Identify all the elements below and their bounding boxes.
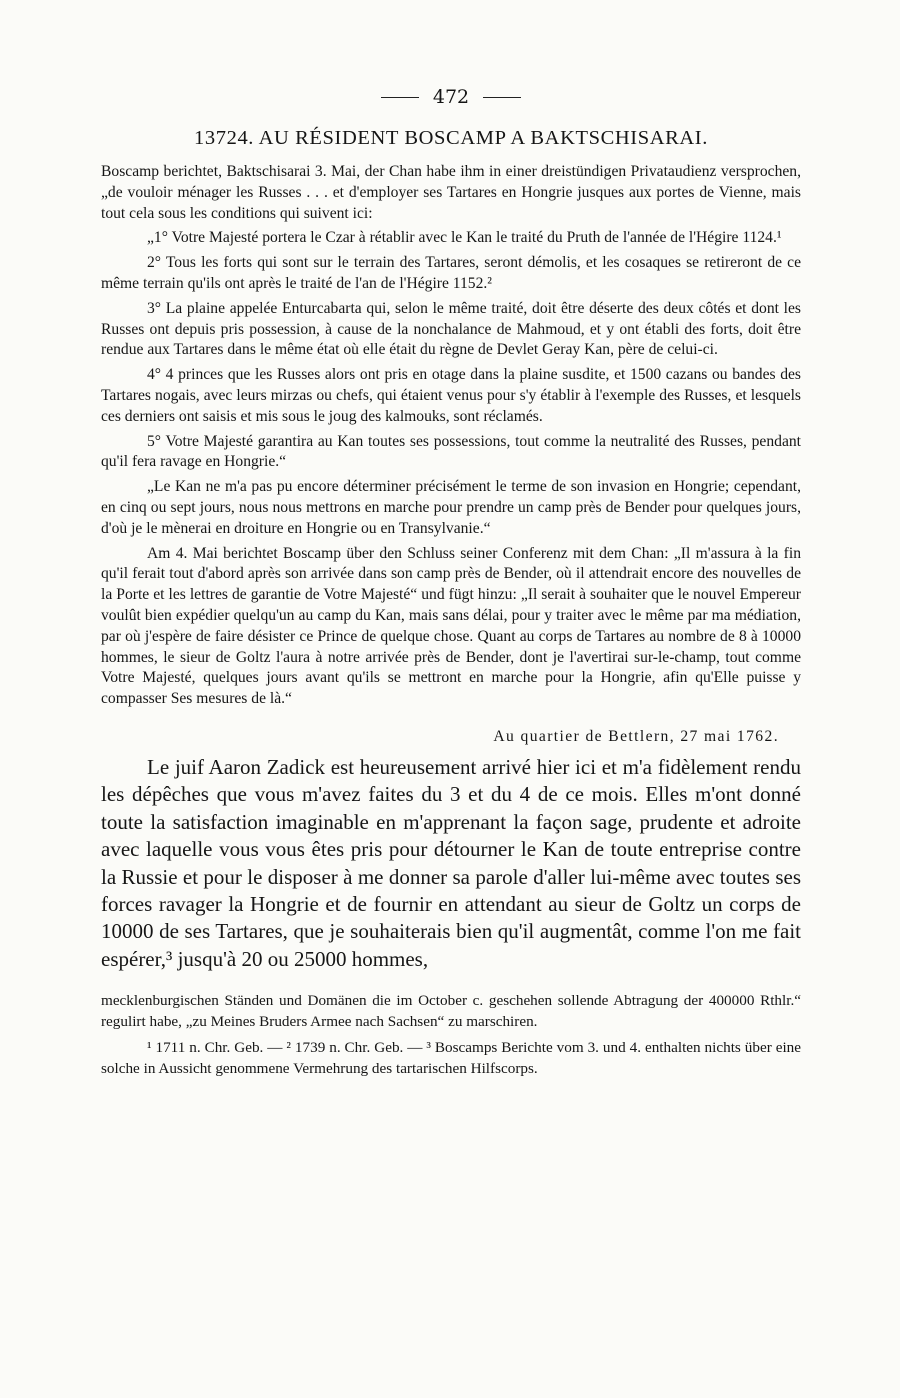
page-number: 472	[432, 86, 470, 108]
footnotes: ¹ 1711 n. Chr. Geb. — ² 1739 n. Chr. Geb. — ³ Boscamps Berichte vom 3. und 4. enthalten nichts über eine solche in Aussicht genommene Vermehrung des tartarischen Hilfscorps.	[101, 1039, 801, 1077]
summary-paragraph: „Le Kan ne m'a pas pu encore déterminer précisément le terme de son invasion en Hongrie; cependant, en cinq ou sept jours, nous nous mettrons en marche pour prendre un camp près de Bender pour quelques jours, d'où je le mènerai en droiture en Hongrie ou en Transylvanie.“	[101, 478, 801, 537]
letter-heading: 13724. AU RÉSIDENT BOSCAMP A BAKTSCHISARAI.	[194, 127, 708, 149]
summary-paragraph: „1° Votre Majesté portera le Czar à rétablir avec le Kan le traité du Pruth de l'année de l'Hégire 1124.¹	[147, 229, 782, 247]
document-page	[101, 86, 801, 1079]
summary-paragraph: 4° 4 princes que les Russes alors ont pris en otage dans la plaine susdite, et 1500 cazans ou bandes des Tartares nogais, avec leurs mirzas ou chefs, qui étaient venus pour s'y établir à l'exemple des Russes, et lesquels ces derniers ont saisis et mis sous le joug des kalmouks, sont réclamés.	[101, 366, 801, 425]
summary-paragraph: 3° La plaine appelée Enturcabarta qui, selon le même traité, doit être déserte des deux côtés et dont les Russes ont depuis pris possession, à cause de la nonchalance de Mahmoud, et y ont établi des forts, doit être rendue aux Tartares dans le même état où elle était du règne de Devlet Geray Kan, père de celui-ci.	[101, 299, 801, 359]
summary-section	[101, 162, 801, 710]
summary-paragraph: Am 4. Mai berichtet Boscamp über den Schluss seiner Conferenz mit dem Chan: „Il m'assura à la fin qu'il ferait tout d'abord après son arrivée dans son camp près de Bender, où il attendrait encore des nouvelles de la Porte et les lettres de garantie de Votre Majesté“ und fügt hinzu: „Il serait à souhaiter que le nouvel Empereur voulût bien expédier quelqu'un au camp du Kan, mais sans délai, pour y traiter avec le même par ma médiation, par où j'espère de faire désister ce Prince de quelque chose. Quant au corps de Tartares au nombre de 8 à 10000 hommes, le sieur de Goltz l'aura à notre arrivée près de Bender, dont je l'avertirai sur-le-champ, tout comme Votre Majesté, quelques jours avant qu'ils se mettront en marche pour la Hongrie, afin qu'Elle puisse y compasser Ses mesures de là.“	[101, 544, 801, 708]
footnote-continuation: mecklenburgischen Ständen und Domänen die im October c. geschehen sollende Abtragung der 400000 Rthlr.“ regulirt habe, „zu Meines Bruders Armee nach Sachsen“ zu marschiren.	[101, 992, 801, 1030]
letter-body: Le juif Aaron Zadick est heureusement arrivé hier ici et m'a fidèlement rendu les dépêches que vous m'avez faites du 3 et du 4 de ce mois. Elles m'ont donné toute la satisfaction imaginable en m'apprenant la façon sage, prudente et adroite avec laquelle vous vous êtes pris pour détourner le Kan de toute entreprise contre la Russie et pour le disposer à me donner sa parole d'aller lui-même avec toutes ses forces ravager la Hongrie et de fournir en attendant au sieur de Goltz un corps de 10000 de ses Tartares, que je souhaiterais bien qu'il augmentât, comme l'on me fait espérer,³ jusqu'à 20 ou 25000 hommes,	[101, 754, 801, 971]
place-and-date: Au quartier de Bettlern, 27 mai 1762.	[493, 727, 779, 745]
summary-paragraph: Boscamp berichtet, Baktschisarai 3. Mai, der Chan habe ihm in einer dreistündigen Privataudienz versprochen, „de vouloir ménager les Russes . . . et d'employer ses Tartares en Hongrie jusques aux portes de Vienne, mais tout cela sous les conditions qui suivent ici:	[101, 163, 801, 222]
summary-paragraph: 2° Tous les forts qui sont sur le terrain des Tartares, seront démolis, et les cosaques se retireront de ce même terrain qu'ils ont après le traité de l'an de l'Hégire 1152.²	[101, 254, 801, 292]
page-number-rule-right	[483, 97, 521, 98]
footnote-separator	[101, 973, 801, 991]
summary-paragraph: 5° Votre Majesté garantira au Kan toutes ses possessions, tout comme la neutralité des Russes, pendant qu'il fera ravage en Hongrie.“	[101, 432, 801, 471]
page-number-rule-left	[381, 97, 419, 98]
page-number-line	[101, 86, 801, 108]
